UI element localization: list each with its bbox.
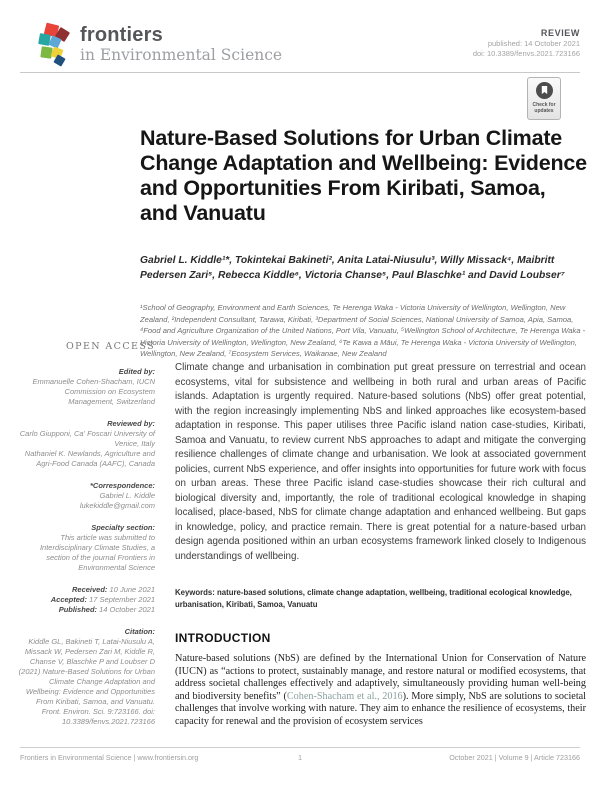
citation-label: Citation:: [124, 627, 155, 636]
citation-text: Kiddle GL, Bakineti T, Latai-Niusulu A, Missack W, Pedersen Zari M, Kiddle R, Chanse V, Blaschke P and Loubser D (2021) Nature-Based Solutions for Urban Climate Change Adaptation and Wellbeing: Evidence and Opportunities From Kiribati, Samoa, and Vanuatu. Front. Environ. Sci. 9:723166. doi: 10.3389/fenvs.2021.723166: [18, 637, 155, 726]
header-meta-block: [473, 27, 580, 59]
abstract-text: Climate change and urbanisation in combination put great pressure on terrestrial and ocean ecosystems, vital for subsistence and wellbeing in both rural and urban areas of Pacific islands. Adaptation is urgently required. Nature-based solutions (NbS) offer great potential, with the region increasingly implementing NbS and linked approaches like ecosystem-based adaptation in response. This paper utilises three Pacific island nation case-studies, Kiribati, Samoa and Vanuatu, to review current NbS approaches to adapt and mitigate the converging resilience challenges of climate change and urbanisation. We look at associated government policies, current NbS experience, and offer insights into opportunities for future work with focus on urban areas. These three Pacific island case-studies showcase their rich cultural and biological diversity and, importantly, the role of traditional ecological knowledge in shaping localised, place-based, NbS for climate change adaptation and enhanced wellbeing. But gaps in knowledge, policy, and practice remain. There is great potential for a nature-based urban design agenda positioned within an urban ecosystems framework linked closely to Indigenous understandings of wellbeing.: [175, 362, 586, 562]
specialty-section-text: This article was submitted to Interdisciplinary Climate Studies, a section of the journal Frontiers in Environmental Science: [39, 533, 155, 572]
published-row: [18, 605, 155, 615]
specialty-section-label: Specialty section:: [91, 523, 155, 532]
footer-journal-url: Frontiers in Environmental Science | www.frontiersin.org: [20, 753, 199, 762]
published-label: Published:: [58, 605, 98, 614]
reviewed-by-label: Reviewed by:: [107, 419, 155, 428]
footer-divider: [20, 747, 580, 748]
journal-logo: [80, 25, 282, 63]
edited-by-block: [18, 367, 155, 407]
correspondence-name: Gabriel L. Kiddle: [99, 491, 155, 500]
check-for-updates-label: Check for updates: [532, 102, 556, 115]
doi-text: doi: 10.3389/fenvs.2021.723166: [472, 49, 580, 59]
crossmark-icon: [536, 82, 553, 99]
published-date-sidebar: 14 October 2021: [99, 605, 155, 614]
specialty-section-block: [18, 523, 155, 573]
edited-by-label: Edited by:: [118, 367, 155, 376]
reviewed-by-block: [18, 419, 155, 469]
accepted-label: Accepted:: [50, 595, 88, 604]
journal-name: frontiers: [80, 24, 163, 46]
journal-subtitle: in Environmental Science: [80, 46, 283, 64]
citation-block: [18, 627, 155, 727]
keywords-line: Keywords: nature-based solutions, climate change adaptation, wellbeing, traditional ecological knowledge, urbanisation, Kiribati, Samoa, Vanuatu: [175, 588, 572, 609]
check-for-updates-button[interactable]: [527, 77, 561, 120]
correspondence-label: *Correspondence:: [89, 481, 155, 490]
reviewer-1: Carlo Giupponi, Ca' Foscari University of Venice, Italy: [19, 429, 155, 448]
footer-issue-info: October 2021 | Volume 9 | Article 723166: [449, 753, 580, 762]
published-date: published: 14 October 2021: [487, 39, 580, 49]
article-type-label: REVIEW: [540, 28, 580, 38]
correspondence-block: [18, 481, 155, 511]
article-dates-block: [18, 585, 155, 615]
received-date: 10 June 2021: [109, 585, 155, 594]
introduction-paragraph: [175, 653, 586, 729]
article-title: Nature-Based Solutions for Urban Climate Change Adaptation and Wellbeing: Evidence and Opportunities From Kiribati, Samoa, and Vanuatu: [140, 126, 587, 225]
article-info-sidebar: [18, 342, 155, 739]
introduction-heading: INTRODUCTION: [175, 631, 271, 645]
received-label: Received:: [72, 585, 108, 594]
introduction-text-before: Nature-based solutions (NbS) are defined by the International Union for Conservation of Nature (IUCN) as “actions to protect, sustainably manage, and restore natural or modified ecosystems, that address societal challenges effectively and adaptively, simultaneously providing human well-being and biodiversity benefits” (: [175, 653, 586, 702]
correspondence-email-link[interactable]: lukekiddle@gmail.com: [79, 501, 155, 510]
affiliations: ¹School of Geography, Environment and Earth Sciences, Te Herenga Waka - Victoria University of Wellington, Wellington, New Zealand, ²Independent Consultant, Tarawa, Kiribati, ³Department of Social Sciences, National University of Samoa, Apia, Samoa, ⁴Food and Agriculture Organization of the United Nations, Port Vila, Vanuatu, ⁵Wellington School of Architecture, Te Herenga Waka - Victoria University of Wellington, Wellington, New Zealand, ⁶Te Kawa a Māui, Te Herenga Waka - Victoria University of Wellington, Wellington, New Zealand, ⁷Ecosystem Services, Waikanae, New Zealand: [140, 303, 586, 358]
frontiers-logo-icon: [38, 24, 74, 68]
header-divider: [20, 72, 580, 73]
footer-page-number: 1: [298, 753, 302, 762]
inline-citation-link[interactable]: Cohen-Shacham et al., 2016: [286, 690, 403, 702]
accepted-row: [18, 595, 155, 605]
received-row: [18, 585, 155, 595]
introduction-text-after: ). More simply, NbS are solutions to societal challenges that involve working with nature. They aim to enhance the resilience of ecosystems, their capacity for renewal and the provision of ecosystem services: [175, 690, 586, 727]
open-access-label: OPEN ACCESS: [65, 341, 155, 352]
accepted-date: 17 September 2021: [89, 595, 155, 604]
author-list: Gabriel L. Kiddle¹*, Tokintekai Bakineti², Anita Latai-Niusulu³, Willy Missack⁴, Maibritt Pedersen Zari⁵, Rebecca Kiddle⁶, Victoria Chanse⁵, Paul Blaschke¹ and David Loubser⁷: [140, 255, 565, 281]
edited-by-text: Emmanuelle Cohen-Shacham, IUCN Commission on Ecosystem Management, Switzerland: [32, 377, 155, 406]
reviewer-2: Nathaniel K. Newlands, Agriculture and Agri-Food Canada (AAFC), Canada: [24, 449, 155, 468]
